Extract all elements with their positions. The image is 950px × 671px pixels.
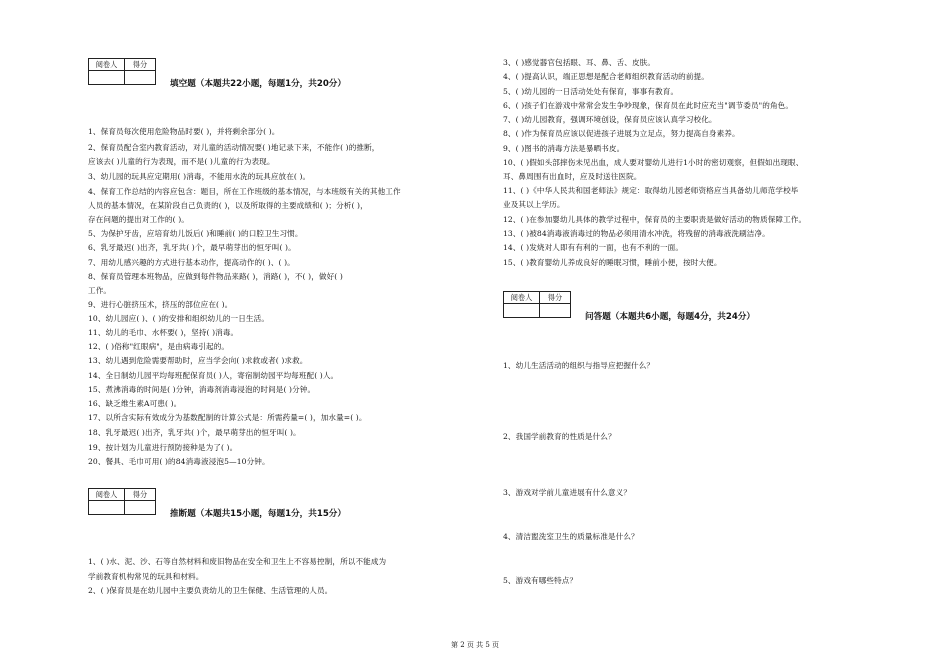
fill-line: 2、保育员配合室内教育活动，对儿童的活动情况要( )地记录下来，不能作( )的推断，	[88, 143, 380, 152]
reviewer-label: 阅卷人	[89, 59, 125, 71]
section-title-judge: 推断题（本题共15小题，每题1分，共15分）	[170, 509, 346, 519]
judge-line: 3、( )感觉器官包括眼、耳、鼻、舌、皮肤。	[503, 58, 656, 67]
fill-line: 19、按计划为儿童进行预防接种是为了( )。	[88, 443, 238, 452]
judge-line: 1、( )水、泥、沙、石等自然材料和废旧物品在安全和卫生上不容易控制，所以不能成为	[88, 557, 387, 566]
fill-line: 6、乳牙最迟( )出齐，乳牙共( )个，最早萌芽出的恒牙叫( )。	[88, 243, 296, 252]
reviewer-label: 阅卷人	[504, 292, 540, 304]
fill-line: 11、幼儿的毛巾、水杯要( )，坚持( )消毒。	[88, 328, 239, 337]
judge-line: 15、( )教育婴幼儿养成良好的睡眠习惯，睡前小便，按时大便。	[503, 258, 722, 267]
score-box-qa	[503, 291, 571, 318]
fill-line: 8、保育员管理本班物品，应做到每件物品来路( )，消路( )，不( )，做好( )	[88, 272, 343, 281]
judge-line: 7、( )幼儿园教育，强调环境创设，保育员应该认真学习校化。	[503, 115, 717, 124]
section-title-qa: 问答题（本题共6小题，每题4分，共24分）	[585, 312, 756, 322]
page-footer: 第 2 页 共 5 页	[450, 641, 500, 649]
judge-line: 14、( )发烧对人即有有利的一面，也有不利的一面。	[503, 243, 684, 252]
qa-question: 4、清洁盥洗室卫生的质量标准是什么？	[503, 532, 639, 541]
qa-question: 5、游戏有哪些特点？	[503, 576, 578, 585]
score-cell[interactable]	[125, 501, 156, 515]
fill-line: 7、用幼儿感兴趣的方式进行基本动作，提高动作的( )、( )。	[88, 258, 295, 267]
judge-line: 耳、鼻周围有出血时，应及时送往医院。	[503, 172, 642, 181]
fill-line: 4、保育工作总结的内容应包含：题目，所在工作班级的基本情况，与本班级有关的其他工作	[88, 187, 401, 196]
judge-line: 学前教育机构常见的玩具和材料。	[88, 572, 204, 581]
reviewer-cell[interactable]	[89, 71, 125, 85]
fill-line: 人员的基本情况，在某阶段自己负责的( )，以及所取得的主要成绩和( )；分析( )，	[88, 201, 368, 210]
score-label: 得分	[125, 489, 156, 501]
fill-line: 10、幼儿园应( )、( )的安排和组织幼儿的一日生活。	[88, 314, 270, 323]
fill-line: 3、幼儿园的玩具应定期用( )消毒，不能用水洗的玩具应放在( )。	[88, 172, 311, 181]
reviewer-cell[interactable]	[504, 304, 540, 318]
score-box-fill	[88, 58, 156, 85]
reviewer-cell[interactable]	[89, 501, 125, 515]
fill-line: 15、煮沸消毒的时间是( )分钟，消毒剂消毒浸泡的时间是( )分钟。	[88, 385, 316, 394]
fill-line: 存在问题的提出对工作的( )。	[88, 215, 189, 224]
fill-line: 5、为保护牙齿，应培育幼儿饭后( )和睡前( )的口腔卫生习惯。	[88, 229, 303, 238]
score-box-judge	[88, 488, 156, 515]
fill-line: 应该去( )儿童的行为表现，而不是( )儿童的行为表现。	[88, 157, 275, 166]
section-title-fill: 填空题（本题共22小题，每题1分，共20分）	[170, 79, 346, 89]
qa-question: 3、游戏对学前儿童进展有什么意义？	[503, 488, 632, 497]
judge-line: 11、( )《中华人民共和国老师法》规定：取得幼儿园老师资格应当具备幼儿师范学校毕	[503, 186, 799, 195]
fill-line: 14、全日制幼儿园平均每班配保育员( )人，寄宿制幼园平均每班配( )人。	[88, 371, 339, 380]
reviewer-label: 阅卷人	[89, 489, 125, 501]
score-cell[interactable]	[125, 71, 156, 85]
score-label: 得分	[125, 59, 156, 71]
fill-line: 20、餐具、毛巾可用( )的84消毒液浸泡5—10分钟。	[88, 457, 270, 466]
score-cell[interactable]	[540, 304, 571, 318]
fill-line: 工作。	[88, 286, 112, 295]
qa-question: 1、幼儿生活活动的组织与指导应把握什么？	[503, 361, 655, 370]
judge-line: 2、( )保育员是在幼儿园中主要负责幼儿的卫生保健、生活管理的人员。	[88, 586, 333, 595]
judge-line: 业及其以上学历。	[503, 200, 565, 209]
judge-line: 13、( )被84消毒液消毒过的物品必须用清水冲洗，将残留的消毒液洗刷洁净。	[503, 229, 770, 238]
fill-line: 13、幼儿遇到危险需要帮助时，应当学会向( )求救或者( )求救。	[88, 356, 308, 365]
judge-line: 12、( )在参加婴幼儿具体的教学过程中，保育员的主要职责是做好活动的物质保障工作。	[503, 215, 807, 224]
fill-line: 18、乳牙最迟( )出齐，乳牙共( )个，最早萌芽出的恒牙叫( )。	[88, 428, 301, 437]
fill-line: 17、以所含实际有效成分为基数配制的计算公式是：所需药量=( )，加水量=( )。	[88, 413, 367, 422]
judge-line: 5、( )幼儿园的一日活动处处有保育，事事有教育。	[503, 87, 679, 96]
qa-question: 2、我国学前教育的性质是什么？	[503, 432, 616, 441]
fill-line: 1、保育员每次使用危险物品时要( )，并将剩余部分( )。	[88, 127, 280, 136]
fill-line: 12、( )俗称"红眼病"，是由病毒引起的。	[88, 342, 230, 351]
judge-line: 10、( )假如头部摔伤未见出血，成人要对婴幼儿进行1小时的密切观察，但假如出现眼、	[503, 158, 804, 167]
judge-line: 6、( )孩子们在游戏中常常会发生争吵现象，保育员在此时应充当"调节委员"的角色。	[503, 101, 794, 110]
fill-line: 16、缺乏维生素A可患( )。	[88, 399, 182, 408]
judge-line: 8、( )作为保育员应该以促进孩子进展为立足点，努力提高自身素养。	[503, 129, 740, 138]
judge-line: 9、( )图书的消毒方法是暴晒书皮。	[503, 144, 625, 153]
score-label: 得分	[540, 292, 571, 304]
fill-line: 9、进行心脏挤压术，挤压的部位应在( )。	[88, 300, 233, 309]
judge-line: 4、( )提高认识，端正思想是配合老师组织教育活动的前提。	[503, 72, 709, 81]
